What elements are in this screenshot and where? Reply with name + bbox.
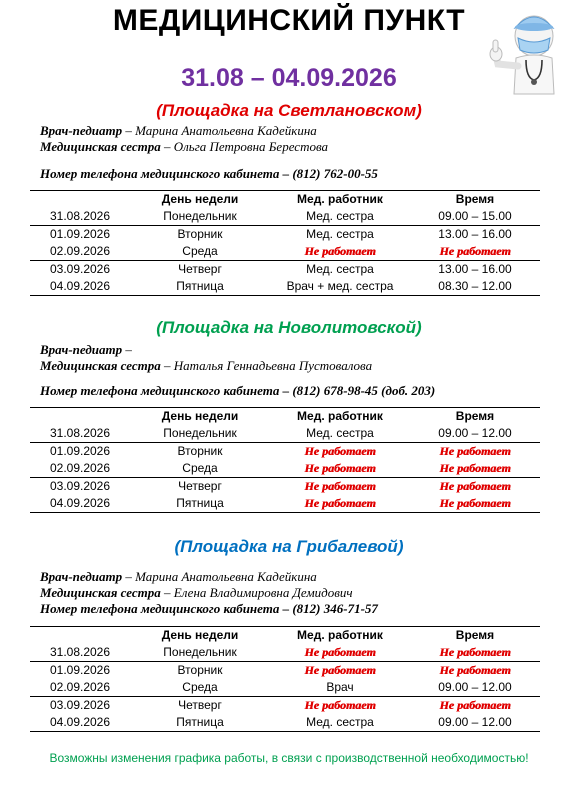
nurse-name: Елена Владимировна Демидович xyxy=(173,585,353,600)
day-cell: Пятница xyxy=(176,496,224,510)
date-cell: 02.09.2026 xyxy=(49,680,111,694)
time-cell: 09.00 – 12.00 xyxy=(438,426,512,440)
day-cell: Понедельник xyxy=(163,426,237,440)
staff-cell: Врач + мед. сестра xyxy=(286,279,394,293)
day-cell: Пятница xyxy=(176,715,224,729)
staff-cell: Врач xyxy=(326,680,354,694)
date-cell: 31.08.2026 xyxy=(49,426,111,440)
date-cell: 31.08.2026 xyxy=(49,645,111,659)
phone-line: Номер телефона медицинского кабинета – (812) 678-98-45 (доб. 203) xyxy=(40,383,436,398)
date-cell: 01.09.2026 xyxy=(49,663,111,677)
day-cell: Четверг xyxy=(178,479,222,493)
page-title: МЕДИЦИНСКИЙ ПУНКТ xyxy=(112,4,466,37)
header-time: Время xyxy=(455,628,495,642)
date-cell: 01.09.2026 xyxy=(49,227,111,241)
site-title-gribaleva: (Площадка на Грибалевой) xyxy=(174,537,404,556)
table-row xyxy=(30,679,540,697)
table-row xyxy=(30,278,540,296)
table-header-row xyxy=(30,191,540,209)
doctor-line xyxy=(40,569,317,585)
nurse-separator: – xyxy=(160,139,174,154)
day-cell: Среда xyxy=(182,461,218,475)
phone-line: Номер телефона медицинского кабинета – (812) 762-00-55 xyxy=(40,166,378,181)
header-date xyxy=(30,191,130,209)
nurse-separator: – xyxy=(160,358,174,373)
staff-cell: Не работает xyxy=(304,496,376,510)
phone-line: Номер телефона медицинского кабинета – (812) 346-71-57 xyxy=(40,601,378,616)
header-day: День недели xyxy=(161,409,239,423)
day-cell: Вторник xyxy=(177,444,223,458)
staff-cell: Не работает xyxy=(304,461,376,475)
header-time: Время xyxy=(455,192,495,206)
staff-cell: Мед. сестра xyxy=(306,262,374,276)
header-time: Время xyxy=(455,409,495,423)
nurse-label: Медицинская сестра xyxy=(40,585,161,600)
schedule-table-novolitovskaya xyxy=(30,407,540,513)
time-cell: Не работает xyxy=(439,496,511,510)
staff-cell: Не работает xyxy=(304,444,376,458)
header-staff: Мед. работник xyxy=(297,628,383,642)
day-cell: Четверг xyxy=(178,698,222,712)
header-date xyxy=(30,408,130,426)
day-cell: Четверг xyxy=(178,262,222,276)
nurse-label: Медицинская сестра xyxy=(40,358,161,373)
nurse-separator: – xyxy=(160,585,174,600)
table-row xyxy=(30,261,540,279)
doctor-label: Врач-педиатр xyxy=(40,569,123,584)
staff-cell: Не работает xyxy=(304,645,376,659)
date-cell: 01.09.2026 xyxy=(49,444,111,458)
table-row xyxy=(30,243,540,261)
time-cell: Не работает xyxy=(439,698,511,712)
time-cell: 09.00 – 12.00 xyxy=(438,680,512,694)
nurse-line xyxy=(40,358,372,374)
date-cell: 03.09.2026 xyxy=(49,698,111,712)
header-staff: Мед. работник xyxy=(297,409,383,423)
time-cell: Не работает xyxy=(439,461,511,475)
table-header-row xyxy=(30,408,540,426)
staff-cell: Мед. сестра xyxy=(306,715,374,729)
site-title-novolitovskaya: (Площадка на Новолитовской) xyxy=(156,318,422,337)
nurse-name: Наталья Геннадьевна Пустовалова xyxy=(173,358,373,373)
date-cell: 03.09.2026 xyxy=(49,262,111,276)
header-date xyxy=(30,627,130,645)
time-cell: 08.30 – 12.00 xyxy=(438,279,512,293)
time-cell: Не работает xyxy=(439,645,511,659)
table-row xyxy=(30,443,540,461)
day-cell: Вторник xyxy=(177,227,223,241)
table-row xyxy=(30,208,540,226)
date-cell: 03.09.2026 xyxy=(49,479,111,493)
time-cell: 13.00 – 16.00 xyxy=(438,262,512,276)
header-day: День недели xyxy=(161,628,239,642)
table-row xyxy=(30,697,540,715)
doctor-line xyxy=(40,123,317,139)
table-row xyxy=(30,460,540,478)
doctor-separator: – xyxy=(122,569,136,584)
staff-cell: Не работает xyxy=(304,244,376,258)
doctor-name: Марина Анатольевна Кадейкина xyxy=(135,123,317,138)
table-row xyxy=(30,644,540,662)
header-staff: Мед. работник xyxy=(297,192,383,206)
time-cell: 09.00 – 15.00 xyxy=(438,209,512,223)
doctor-separator: – xyxy=(122,123,136,138)
nurse-label: Медицинская сестра xyxy=(40,139,161,154)
staff-cell: Мед. сестра xyxy=(306,426,374,440)
time-cell: Не работает xyxy=(439,663,511,677)
date-cell: 31.08.2026 xyxy=(49,209,111,223)
staff-cell: Не работает xyxy=(304,663,376,677)
site-title-svetlanovsky: (Площадка на Светлановском) xyxy=(156,101,422,120)
table-row xyxy=(30,662,540,680)
footer-note: Возможны изменения графика работы, в связи с производственной необходимостью! xyxy=(49,751,529,765)
time-cell: Не работает xyxy=(439,444,511,458)
day-cell: Вторник xyxy=(177,663,223,677)
day-cell: Пятница xyxy=(176,279,224,293)
header-day: День недели xyxy=(161,192,239,206)
time-cell: Не работает xyxy=(439,479,511,493)
time-cell: 09.00 – 12.00 xyxy=(438,715,512,729)
nurse-line xyxy=(40,585,353,601)
date-cell: 04.09.2026 xyxy=(49,715,111,729)
day-cell: Среда xyxy=(182,680,218,694)
date-cell: 04.09.2026 xyxy=(49,279,111,293)
doctor-thumbs-up-icon xyxy=(482,6,562,98)
time-cell: 13.00 – 16.00 xyxy=(438,227,512,241)
doctor-line xyxy=(40,342,132,358)
date-cell: 02.09.2026 xyxy=(49,244,111,258)
table-row xyxy=(30,478,540,496)
staff-cell: Мед. сестра xyxy=(306,227,374,241)
staff-cell: Мед. сестра xyxy=(306,209,374,223)
doctor-label: Врач-педиатр xyxy=(40,342,123,357)
date-range: 31.08 – 04.09.2026 xyxy=(181,64,397,92)
staff-cell: Не работает xyxy=(304,698,376,712)
day-cell: Понедельник xyxy=(163,645,237,659)
schedule-table-gribaleva xyxy=(30,626,540,732)
day-cell: Понедельник xyxy=(163,209,237,223)
doctor-separator: – xyxy=(122,342,132,357)
day-cell: Среда xyxy=(182,244,218,258)
table-row xyxy=(30,714,540,732)
table-row xyxy=(30,495,540,513)
date-cell: 02.09.2026 xyxy=(49,461,111,475)
date-cell: 04.09.2026 xyxy=(49,496,111,510)
doctor-label: Врач-педиатр xyxy=(40,123,123,138)
table-header-row xyxy=(30,627,540,645)
schedule-table-svetlanovsky xyxy=(30,190,540,296)
nurse-line xyxy=(40,139,328,155)
table-row xyxy=(30,425,540,443)
staff-cell: Не работает xyxy=(304,479,376,493)
doctor-name: Марина Анатольевна Кадейкина xyxy=(135,569,317,584)
table-row xyxy=(30,226,540,244)
time-cell: Не работает xyxy=(439,244,511,258)
nurse-name: Ольга Петровна Берестова xyxy=(173,139,329,154)
